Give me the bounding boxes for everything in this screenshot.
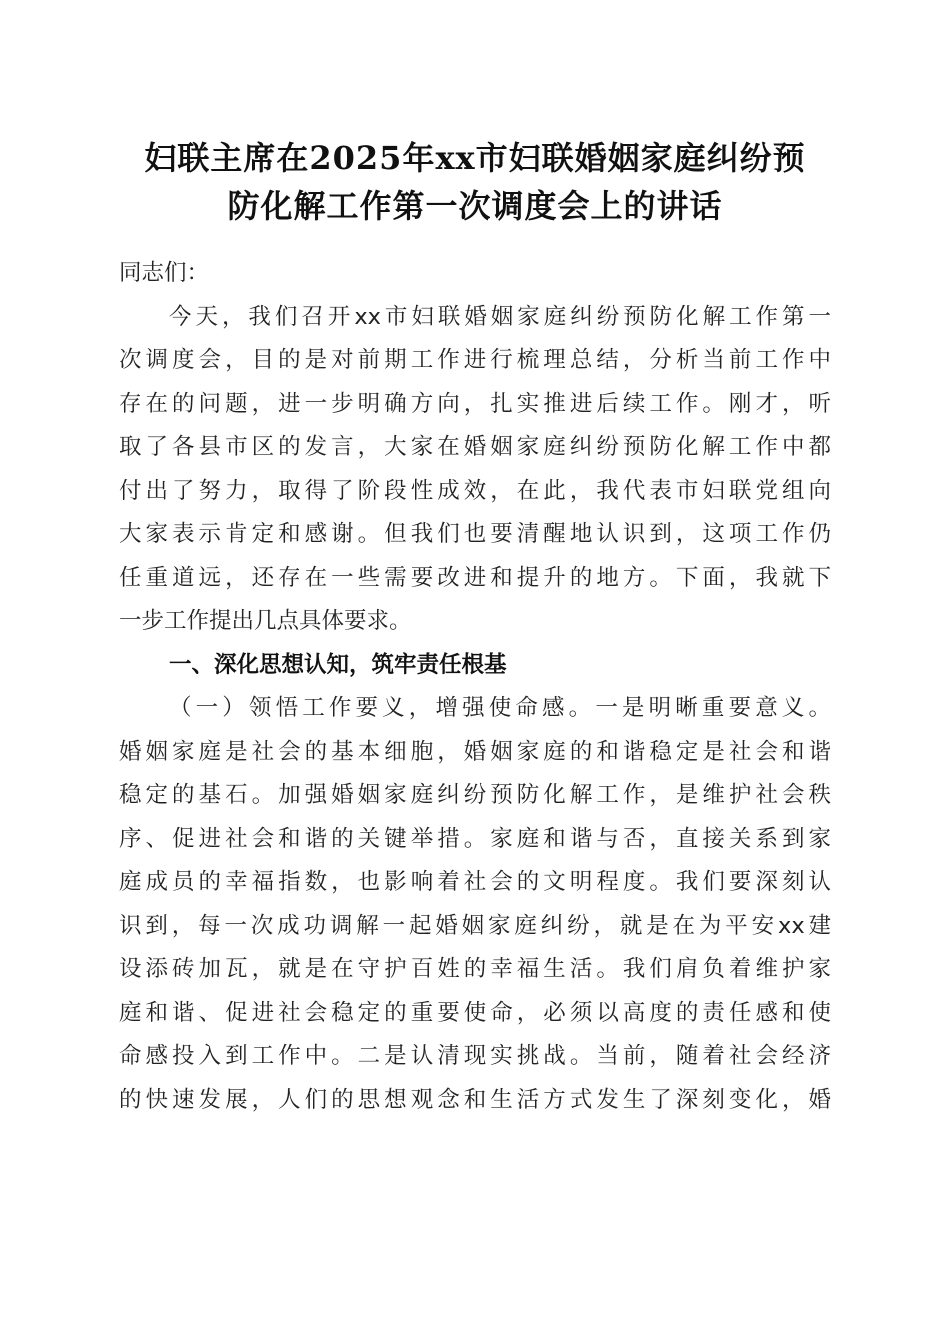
text-line: 命感投入到工作中。二是认清现实挑战。当前，随着社会经济 (119, 1043, 831, 1069)
text-line: （一）领悟工作要义，增强使命感。一是明晰重要意义。 (169, 695, 831, 721)
document-title (100, 134, 850, 230)
text-line: 庭和谐、促进社会稳定的重要使命，必须以高度的责任感和使 (119, 999, 831, 1026)
text-line: 任重道远，还存在一些需要改进和提升的地方。下面，我就下 (119, 564, 831, 591)
text-line: 识到，每一次成功调解一起婚姻家庭纠纷，就是在为平安xx建 (119, 912, 831, 939)
text-line: 付出了努力，取得了阶段性成效，在此，我代表市妇联党组向 (119, 477, 831, 504)
document-body (119, 252, 831, 1122)
text-line: 序、促进社会和谐的关键举措。家庭和谐与否，直接关系到家 (119, 825, 831, 852)
section-heading: 一、深化思想认知，筑牢责任根基 (169, 651, 507, 678)
text-line: 的快速发展，人们的思想观念和生活方式发生了深刻变化，婚 (119, 1086, 831, 1113)
text-line: 取了各县市区的发言，大家在婚姻家庭纠纷预防化解工作中都 (119, 434, 831, 460)
text-line: 一步工作提出几点具体要求。 (119, 608, 412, 634)
text-line: 大家表示肯定和感谢。但我们也要清醒地认识到，这项工作仍 (119, 521, 831, 547)
text-line: 次调度会，目的是对前期工作进行梳理总结，分析当前工作中 (119, 347, 831, 373)
salutation: 同志们： (119, 260, 210, 286)
title-line: 妇联主席在2025年xx市妇联婚姻家庭纠纷预 (144, 139, 806, 177)
text-line: 设添砖加瓦，就是在守护百姓的幸福生活。我们肩负着维护家 (119, 956, 831, 982)
text-line: 今天，我们召开xx市妇联婚姻家庭纠纷预防化解工作第一 (169, 303, 831, 330)
title-line: 防化解工作第一次调度会上的讲话 (227, 187, 723, 225)
text-line: 稳定的基石。加强婚姻家庭纠纷预防化解工作，是维护社会秩 (119, 782, 831, 808)
text-line: 存在的问题，进一步明确方向，扎实推进后续工作。刚才，听 (119, 390, 831, 417)
paragraph-section1 (119, 687, 831, 1122)
text-line: 庭成员的幸福指数，也影响着社会的文明程度。我们要深刻认 (119, 869, 831, 895)
text-line: 婚姻家庭是社会的基本细胞，婚姻家庭的和谐稳定是社会和谐 (119, 738, 831, 765)
paragraph-intro (119, 296, 831, 644)
